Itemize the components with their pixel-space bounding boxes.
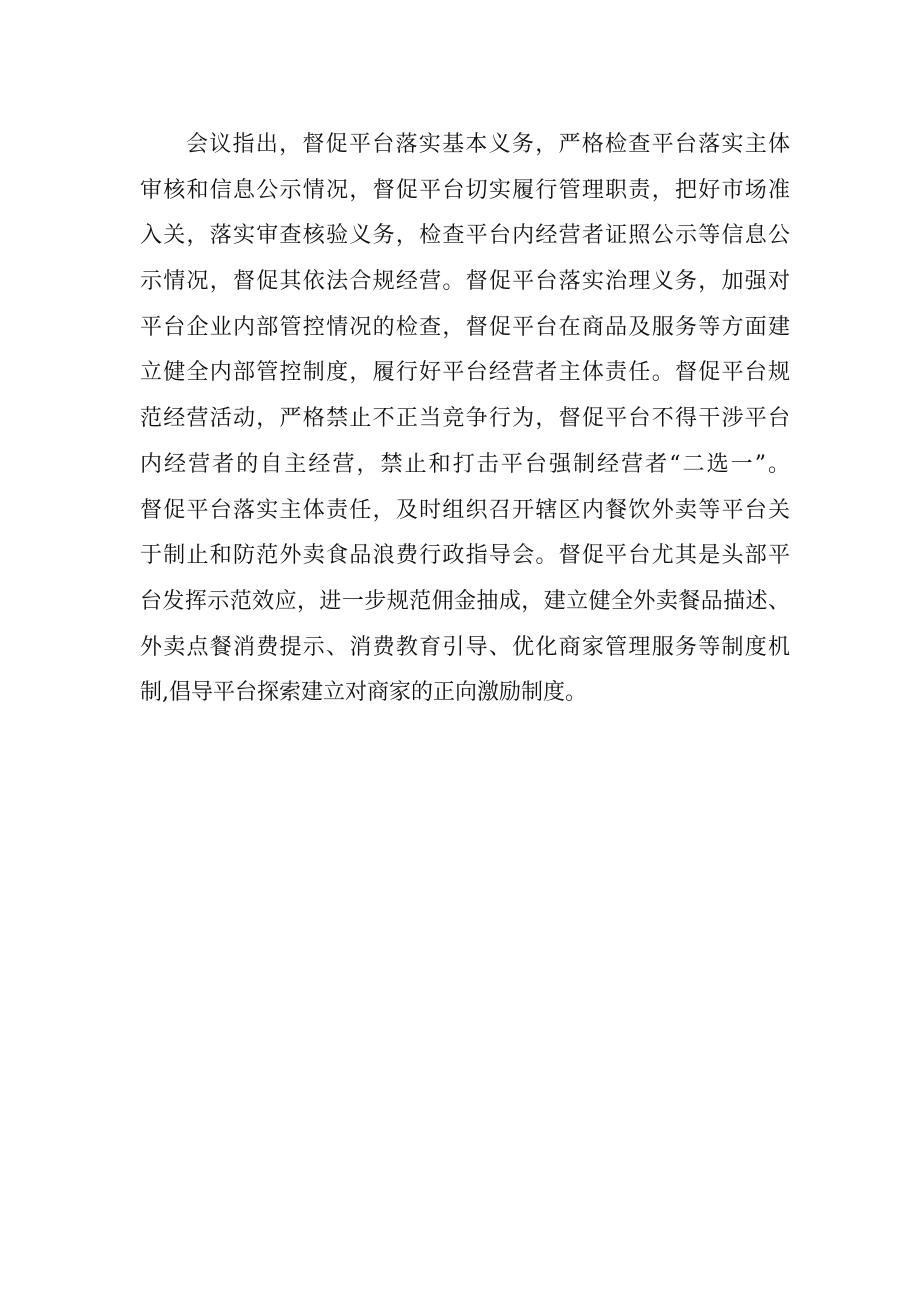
- paragraph-line: 督促平台落实主体责任，及时组织召开辖区内餐饮外卖等平台关: [140, 497, 790, 523]
- paragraph-line: 制,倡导平台探索建立对商家的正向激励制度。: [140, 680, 587, 706]
- paragraph-line: 入关，落实审查核验义务，检查平台内经营者证照公示等信息公: [140, 223, 790, 249]
- paragraph-line: 立健全内部管控制度，履行好平台经营者主体责任。督促平台规: [140, 360, 790, 386]
- paragraph-line: 台发挥示范效应，进一步规范佣金抽成，建立健全外卖餐品描述、: [140, 588, 790, 614]
- paragraph-line: 示情况，督促其依法合规经营。督促平台落实治理义务，加强对: [140, 269, 790, 295]
- paragraph-line: 审核和信息公示情况，督促平台切实履行管理职责，把好市场准: [140, 177, 790, 203]
- paragraph-line: 会议指出，督促平台落实基本义务，严格检查平台落实主体: [186, 132, 790, 157]
- paragraph-line: 范经营活动，严格禁止不正当竞争行为，督促平台不得干涉平台: [140, 406, 790, 432]
- paragraph-line: 于制止和防范外卖食品浪费行政指导会。督促平台尤其是头部平: [140, 543, 790, 569]
- paragraph-line: 内经营者的自主经营，禁止和打击平台强制经营者“二选一”。: [140, 451, 790, 477]
- paragraph-line: 外卖点餐消费提示、消费教育引导、优化商家管理服务等制度机: [140, 634, 790, 660]
- body-paragraph: [140, 122, 790, 716]
- paragraph-line: 平台企业内部管控情况的检查，督促平台在商品及服务等方面建: [140, 314, 790, 340]
